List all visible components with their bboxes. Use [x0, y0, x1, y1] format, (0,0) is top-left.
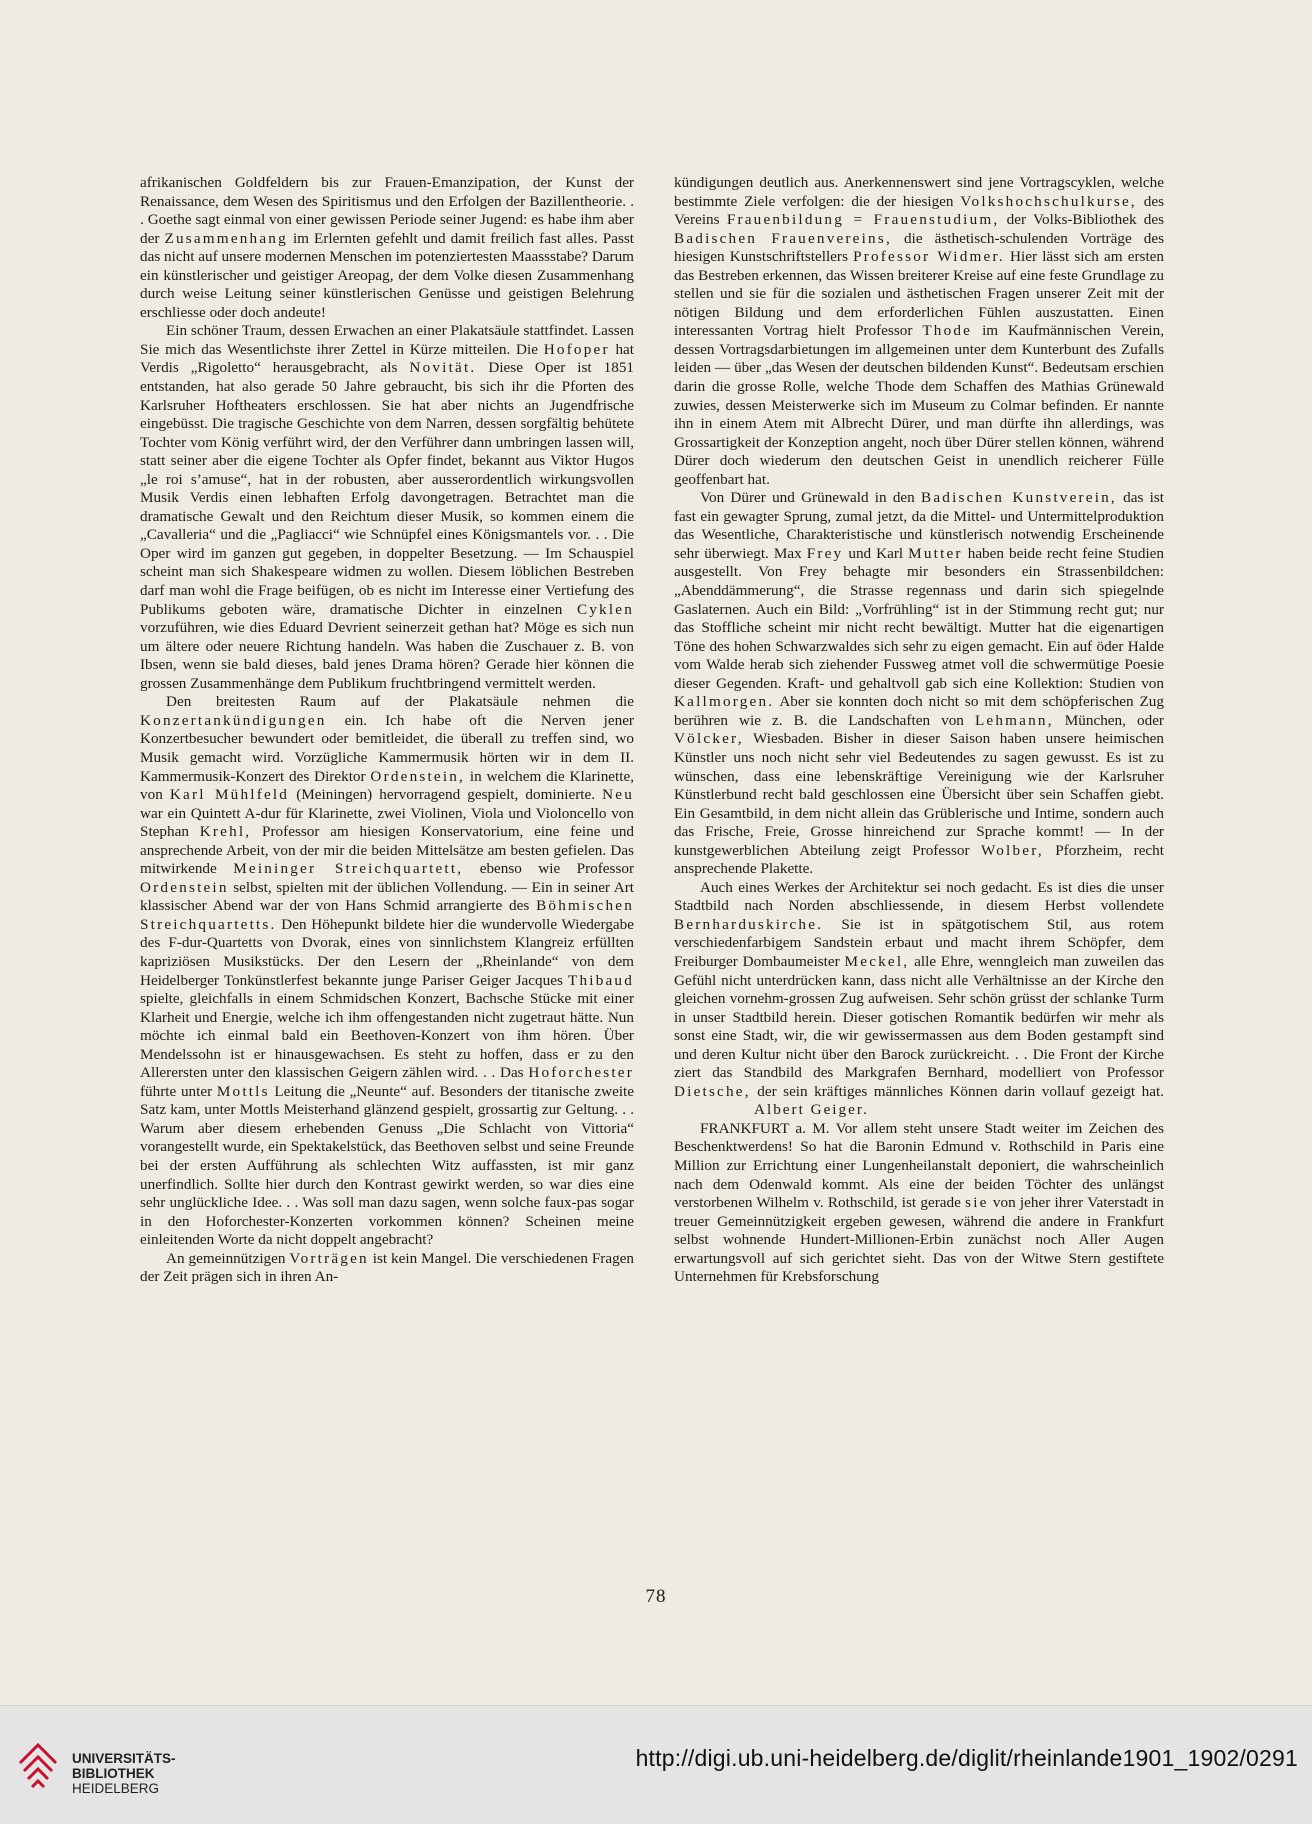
paragraph: An gemeinnützigen Vorträgen ist kein Mangel. Die verschiedenen Fragen der Zeit prägen sich in ihren An-	[140, 1249, 634, 1286]
paragraph: Ein schöner Traum, dessen Erwachen an einer Plakatsäule stattfindet. Lassen Sie mich das Wesentlichste ihrer Zettel in Kürze mitteilen. Die Hofoper hat Verdis „Rigoletto“ herausgebracht, als Novität. Diese Oper ist 1851 entstanden, hat also gerade 50 Jahre gebraucht, bis sich ihr die Pforten des Karlsruher Hoftheaters erschlossen. Sie hat aber nichts an Jugendfrische eingebüsst. Die tragische Geschichte von dem Narren, dessen sorgfältig behütete Tochter vom König verführt wird, der den Verführer dann umbringen lassen will, statt seiner aber die eigene Tochter als Opfer findet, bekannt aus Viktor Hugos „le roi s’amuse“, hat in der robusten, aber ausserordentlich wirkungsvollen Musik Verdis einen lebhaften Erfolg davongetragen. Betrachtet man die dramatische Gewalt und den Reichtum dieser Musik, so kommen einem die „Cavalleria“ und die „Pagliacci“ wie Schnüpfel eines Königsmantels vor. . . Die Oper wird im ganzen gut gegeben, in doppelter Besetzung. — Im Schauspiel scheint man sich Shakespeare widmen zu wollen. Diesem löblichen Bestreben darf man wohl die Frage beifügen, ob es nicht im Interesse einer Vertiefung des Publikums geboten wäre, dramatische Dichter in einzelnen Cyklen vorzuführen, wie dies Eduard Devrient seinerzeit gethan hat? Möge es sich nun um ältere oder neuere Richtung handeln. Was haben die Zuschauer z. B. von Ibsen, wenn sie bald dieses, bald jenes Drama hören? Gerade hier können die grossen Zusammenhänge dem Publikum fruchtbringend vermittelt werden.	[140, 322, 635, 692]
library-name: UNIVERSITÄTS- BIBLIOTHEK HEIDELBERG	[72, 1751, 176, 1796]
left-column	[140, 174, 634, 1287]
author-signature: Albert Geiger.	[754, 1101, 869, 1119]
paragraph: afrikanischen Goldfeldern bis zur Frauen-Emanzipation, der Kunst der Renaissance, dem Wesen des Spiritismus und den Erfolgen der Bazillentheorie. . . Goethe sagt einmal von einer gewissen Periode seiner Jugend: es habe ihm aber der Zusammenhang im Erlernten gefehlt und damit freilich fast alles. Passt das nicht auf unsere modernen Menschen im potenziertesten Maassstabe? Darum ein künstlerischer und geistiger Areopag, der dem Volke diesen Zusammenhang durch weise Leitung seiner künstlerischen Genüsse und geistigen Belehrung erschliesse oder doch andeute!	[140, 174, 635, 321]
paragraph: Von Dürer und Grünewald in den Badischen Kunstverein, das ist fast ein gewagter Sprung, zumal jetzt, da die Mittel- und Untermittelproduktion das Wesentliche, Charakteristische und künstlerisch notwendig Erscheinende sehr überwiegt. Max Frey und Karl Mutter haben beide recht feine Studien ausgestellt. Von Frey behagte mir besonders ein Strassenbildchen: „Abenddämmerung“, die Strasse regennass und darin sich spiegelnde Gaslaternen. Auch ein Bild: „Vorfrühling“ ist in der Stimmung recht gut; nur das Stoffliche scheint mir nicht recht bewältigt. Mutter hat die eigenartigen Töne des hohen Schwarzwaldes sich sehr zu eigen gemacht. Ein auf öder Halde vom Walde herab sich ziehender Fussweg atmet voll die schwermütige Poesie dieser Gegenden. Kraft- und gehaltvoll gab sich eine Kollektion: Studien von Kallmorgen. Aber sie konnten doch nicht so mit dem schöpferischen Zug berühren wie z. B. die Landschaften von Lehmann, München, oder Völcker, Wiesbaden. Bisher in dieser Saison haben unsere heimischen Künstler uns noch nicht sehr viel Bedeutendes zu sagen gewusst. Es ist zu wünschen, dass eine lebenskräftige Vereinigung wie der Karlsruher Künstlerbund recht bald geschlossen eine Übersicht über sein Schaffen giebt. Ein Gesamtbild, in dem nicht allein das Grüblerische und Intime, sondern auch das Frische, Freie, Grosse hinreichend zur Sprache kommt! — In der kunstgewerblichen Abteilung zeigt Professor Wolber, Pforzheim, recht ansprechende Plakette.	[674, 489, 1165, 878]
ub-heidelberg-logo-icon	[14, 1741, 62, 1793]
paragraph: kündigungen deutlich aus. Anerkennenswert sind jene Vortragscyklen, welche bestimmte Ziele verfolgen: die der hiesigen Volkshochschulkurse, des Vereins Frauenbildung = Frauenstudium, der Volks-Bibliothek des Badischen Frauenvereins, die ästhetisch-schulenden Vorträge des hiesigen Kunstschriftstellers Professor Widmer. Hier lässt sich am ersten das Bestreben erkennen, das Wissen breiterer Kreise auf eine feste Grundlage zu stellen und sie für die sozialen und ästhetischen Fragen unserer Zeit mit der nötigen Bildung und dem erforderlichen Fühlen auszustatten. Einen interessanten Vortrag hielt Professor Thode im Kaufmännischen Verein, dessen Vortragsdarbietungen im allgemeinen unter dem Kunterbunt des Zufalls leiden — über „das Wesen der deutschen bildenden Kunst“. Bedeutsam erschien darin die grosse Rolle, welche Thode dem Schaffen des Mathias Grünewald zuwies, dessen Meisterwerke sich im Museum zu Colmar befinden. Er nannte ihn in einem Atem mit Albrecht Dürer, und man dürfte ihn allerdings, was Grossartigkeit der Konzeption angeht, noch über Dürer stellen können, während Dürer doch wiederum den deutschen Geist in unendlich reicherer Fülle geoffenbart hat.	[674, 174, 1165, 488]
paragraph: Auch eines Werkes der Architektur sei noch gedacht. Es ist dies die unser Stadtbild nach Norden abschliessende, in diesem Herbst vollendete Bernharduskirche. Sie ist in spätgotischem Stil, aus rotem verschiedenfarbigem Sandstein erbaut und macht ihrem Schöpfer, dem Freiburger Dombaumeister Meckel, alle Ehre, wenngleich man zuweilen das Gefühl nicht unterdrücken kann, dass nicht alle Verhältnisse an der Kirche den gleichen vornehm-grossen Zug aufweisen. Sehr schön grüsst der schlanke Turm in unser Stadtbild herein. Dieser gotischen Romantik bedürfen wir mehr als sonst eine Stadt, wir, die wir gewissermassen aus dem Boden gestampft sind und deren Kultur nicht über den Barock zurückreicht. . . Die Front der Kirche ziert das Standbild des Markgrafen Bernhard, modelliert von Professor Dietsche, der sein kräftiges männliches Können darin vollauf gezeigt hat. Albert Geiger.	[674, 878, 1165, 1119]
paragraph: FRANKFURT a. M. Vor allem steht unsere Stadt weiter im Zeichen des Beschenktwerdens! So hat die Baronin Edmund v. Rothschild in Paris eine Million zur Errichtung einer Lungenheilanstalt deponiert, die wahrscheinlich nach dem Odenwald kommt. Als eine der beiden Töchter des unlängst verstorbenen Wilhelm v. Rothschild, ist gerade sie von jeher ihrer Vaterstadt in treuer Gemeinnützigkeit ergeben gewesen, während die andere in Frankfurt selbst wohnende Hundert-Millionen-Erbin zunächst noch Aller Augen erwartungsvoll auf sich gerichtet sieht. Das von der Witwe Stern gestiftete Unternehmen für Krebsforschung	[674, 1119, 1165, 1286]
paragraph: Den breitesten Raum auf der Plakatsäule nehmen die Konzertankündigungen ein. Ich habe oft die Nerven jener Konzertbesucher bewundert oder bemitleidet, die überall zu treffen sind, wo Musik gemacht wird. Vorzügliche Kammermusik hörten wir in dem II. Kammermusik-Konzert des Direktor Ordenstein, in welchem die Klarinette, von Karl Mühlfeld (Meiningen) hervorragend gespielt, dominierte. Neu war ein Quintett A-dur für Klarinette, zwei Violinen, Viola und Violoncello von Stephan Krehl, Professor am hiesigen Konservatorium, eine feine und ansprechende Arbeit, von der mir die beiden Mittelsätze am besten gefielen. Das mitwirkende Meininger Streichquartett, ebenso wie Professor Ordenstein selbst, spielten mit der üblichen Vollendung. — Ein in seiner Art klassischer Abend war der von Hans Schmid arrangierte des Böhmischen Streichquartetts. Den Höhepunkt bildete hier die wundervolle Wiedergabe des F-dur-Quartetts von Dvorak, eines von sinnlichstem Klangreiz erfüllten kapriziösen Musikstücks. Der den Lesern der „Rheinlande“ von dem Heidelberger Tonkünstlerfest bekannte junge Pariser Geiger Jacques Thibaud spielte, gleichfalls in einem Schmidschen Konzert, Bachsche Stücke mit einer Klarheit und Energie, welche ich ihm offengestanden nicht zugetraut hätte. Nun möchte ich einmal bald ein Beethoven-Konzert von ihm hören. Über Mendelssohn ist er hinausgewachsen. Es steht zu hoffen, dass er zu den Allerersten unter den klassischen Geigern zählen wird. . . Das Hoforchester führte unter Mottls Leitung die „Neunte“ auf. Besonders der titanische zweite Satz kam, unter Mottls Meisterhand glänzend gespielt, grossartig zur Geltung. . . Warum aber diesem erhebenden Genuss „Die Schlacht von Vittoria“ vorangestellt wurde, ein Spektakelstück, das Beethoven selbst und seine Freunde bei der ersten Aufführung als schlechten Witz auffassten, ist mir ganz unerfindlich. Sollte hier durch den Kontrast gewirkt werden, so war dies eine sehr unglückliche Idee. . . Was soll man dazu sagen, wenn solche faux-pas sogar in den Hoforchester-Konzerten vorkommen können? Scheinen meine einleitenden Worte da nicht doppelt angebracht?	[140, 693, 635, 1249]
source-url[interactable]: http://digi.ub.uni-heidelberg.de/diglit/rheinlande1901_1902/0291	[635, 1745, 1298, 1771]
right-column	[674, 174, 1164, 1287]
page-number: 78	[645, 1586, 667, 1607]
